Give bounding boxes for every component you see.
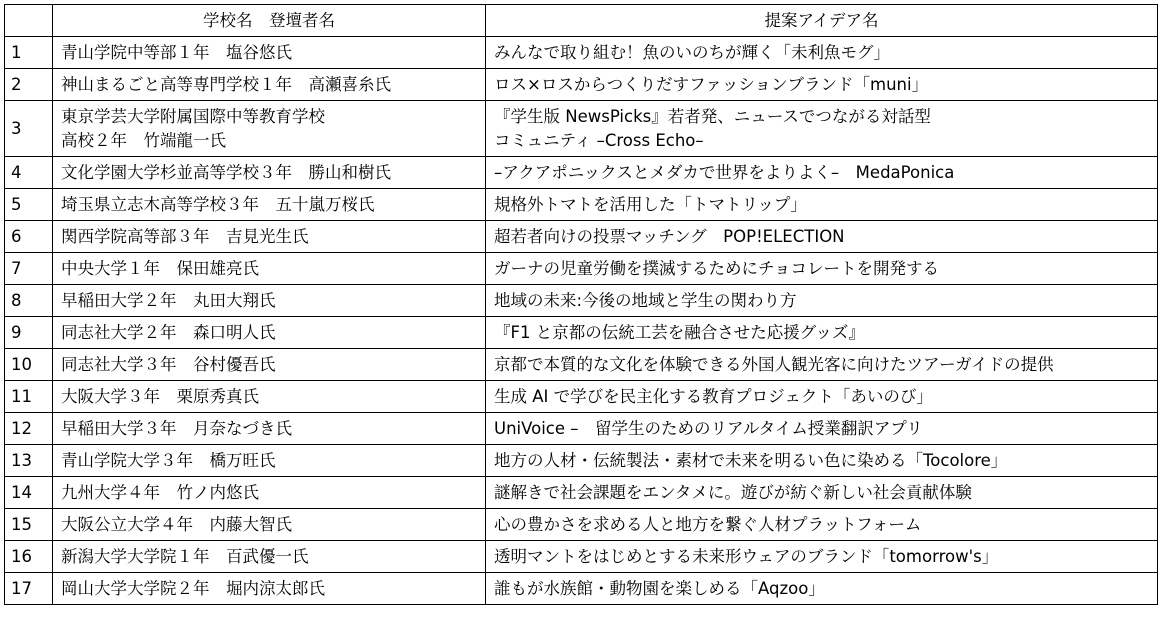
row-number: 9 xyxy=(5,317,53,349)
school-speaker-cell: 同志社大学２年 森口明人氏 xyxy=(53,317,486,349)
header-school-cell: 学校名 登壇者名 xyxy=(53,5,486,37)
idea-line-2: コミュニティ –Cross Echo– xyxy=(494,130,704,150)
row-number: 6 xyxy=(5,221,53,253)
idea-title-cell: 規格外トマトを活用した「トマトリップ」 xyxy=(486,189,1158,221)
row-number: 4 xyxy=(5,157,53,189)
school-line-2: 高校２年 竹端龍一氏 xyxy=(61,130,226,150)
row-number: 16 xyxy=(5,541,53,573)
idea-title-cell: –アクアポニックスとメダカで世界をよりよく– MedaPonica xyxy=(486,157,1158,189)
header-number-cell xyxy=(5,5,53,37)
table-row xyxy=(5,157,1158,189)
idea-title-cell: 京都で本質的な文化を体験できる外国人観光客に向けたツアーガイドの提供 xyxy=(486,349,1158,381)
row-number: 15 xyxy=(5,509,53,541)
school-speaker-cell: 九州大学４年 竹ノ内悠氏 xyxy=(53,477,486,509)
school-speaker-cell: 埼玉県立志木高等学校３年 五十嵐万桜氏 xyxy=(53,189,486,221)
school-speaker-cell: 文化学園大学杉並高等学校３年 勝山和樹氏 xyxy=(53,157,486,189)
school-speaker-cell: 岡山大学大学院２年 堀内涼太郎氏 xyxy=(53,573,486,605)
row-number: 11 xyxy=(5,381,53,413)
idea-line-1: 『学生版 NewsPicks』若者発、ニュースでつながる対話型 xyxy=(494,106,931,126)
school-speaker-cell: 新潟大学大学院１年 百武優一氏 xyxy=(53,541,486,573)
table-row xyxy=(5,317,1158,349)
idea-title-cell: 地域の未来:今後の地域と学生の関わり方 xyxy=(486,285,1158,317)
school-speaker-cell: 関西学院高等部３年 吉見光生氏 xyxy=(53,221,486,253)
row-number: 12 xyxy=(5,413,53,445)
table-row xyxy=(5,413,1158,445)
table-row xyxy=(5,445,1158,477)
table-row xyxy=(5,573,1158,605)
table-header-row xyxy=(5,5,1158,37)
table-row xyxy=(5,101,1158,157)
table-row xyxy=(5,349,1158,381)
idea-title-cell: 地方の人材・伝統製法・素材で未来を明るい色に染める「Tocolore」 xyxy=(486,445,1158,477)
table-row xyxy=(5,189,1158,221)
idea-title-cell: 透明マントをはじめとする未来形ウェアのブランド「tomorrow's」 xyxy=(486,541,1158,573)
idea-title-cell: 謎解きで社会課題をエンタメに。遊びが紡ぐ新しい社会貢献体験 xyxy=(486,477,1158,509)
row-number: 13 xyxy=(5,445,53,477)
school-speaker-cell: 早稲田大学３年 月奈なづき氏 xyxy=(53,413,486,445)
table-row xyxy=(5,509,1158,541)
row-number: 3 xyxy=(5,101,53,157)
idea-title-cell: 生成 AI で学びを民主化する教育プロジェクト「あいのび」 xyxy=(486,381,1158,413)
table-row xyxy=(5,221,1158,253)
table-row xyxy=(5,253,1158,285)
table-row xyxy=(5,381,1158,413)
table-row xyxy=(5,477,1158,509)
presenter-table xyxy=(4,4,1158,605)
school-speaker-cell: 同志社大学３年 谷村優吾氏 xyxy=(53,349,486,381)
idea-title-cell: 超若者向けの投票マッチング POP!ELECTION xyxy=(486,221,1158,253)
table-row xyxy=(5,541,1158,573)
idea-title-cell: みんなで取り組む！魚のいのちが輝く「未利魚モグ」 xyxy=(486,37,1158,69)
school-speaker-cell xyxy=(53,101,486,157)
row-number: 8 xyxy=(5,285,53,317)
school-speaker-cell: 中央大学１年 保田雄亮氏 xyxy=(53,253,486,285)
row-number: 5 xyxy=(5,189,53,221)
row-number: 2 xyxy=(5,69,53,101)
school-speaker-cell: 青山学院中等部１年 塩谷悠氏 xyxy=(53,37,486,69)
idea-title-cell: 心の豊かさを求める人と地方を繋ぐ人材プラットフォーム xyxy=(486,509,1158,541)
school-speaker-cell: 大阪大学３年 栗原秀真氏 xyxy=(53,381,486,413)
table-row xyxy=(5,285,1158,317)
idea-title-cell: UniVoice – 留学生のためのリアルタイム授業翻訳アプリ xyxy=(486,413,1158,445)
header-idea-cell: 提案アイデア名 xyxy=(486,5,1158,37)
row-number: 10 xyxy=(5,349,53,381)
idea-title-cell: ロス×ロスからつくりだすファッションブランド「muni」 xyxy=(486,69,1158,101)
idea-title-cell: ガーナの児童労働を撲滅するためにチョコレートを開発する xyxy=(486,253,1158,285)
school-speaker-cell: 早稲田大学２年 丸田大翔氏 xyxy=(53,285,486,317)
idea-title-cell xyxy=(486,101,1158,157)
table-row xyxy=(5,37,1158,69)
school-speaker-cell: 青山学院大学３年 橋万旺氏 xyxy=(53,445,486,477)
school-line-1: 東京学芸大学附属国際中等教育学校 xyxy=(61,106,325,126)
idea-title-cell: 誰もが水族館・動物園を楽しめる「Aqzoo」 xyxy=(486,573,1158,605)
row-number: 7 xyxy=(5,253,53,285)
school-speaker-cell: 神山まるごと高等専門学校１年 高瀬喜糸氏 xyxy=(53,69,486,101)
table-row xyxy=(5,69,1158,101)
row-number: 1 xyxy=(5,37,53,69)
school-speaker-cell: 大阪公立大学４年 内藤大智氏 xyxy=(53,509,486,541)
idea-title-cell: 『F1 と京都の伝統工芸を融合させた応援グッズ』 xyxy=(486,317,1158,349)
row-number: 14 xyxy=(5,477,53,509)
row-number: 17 xyxy=(5,573,53,605)
